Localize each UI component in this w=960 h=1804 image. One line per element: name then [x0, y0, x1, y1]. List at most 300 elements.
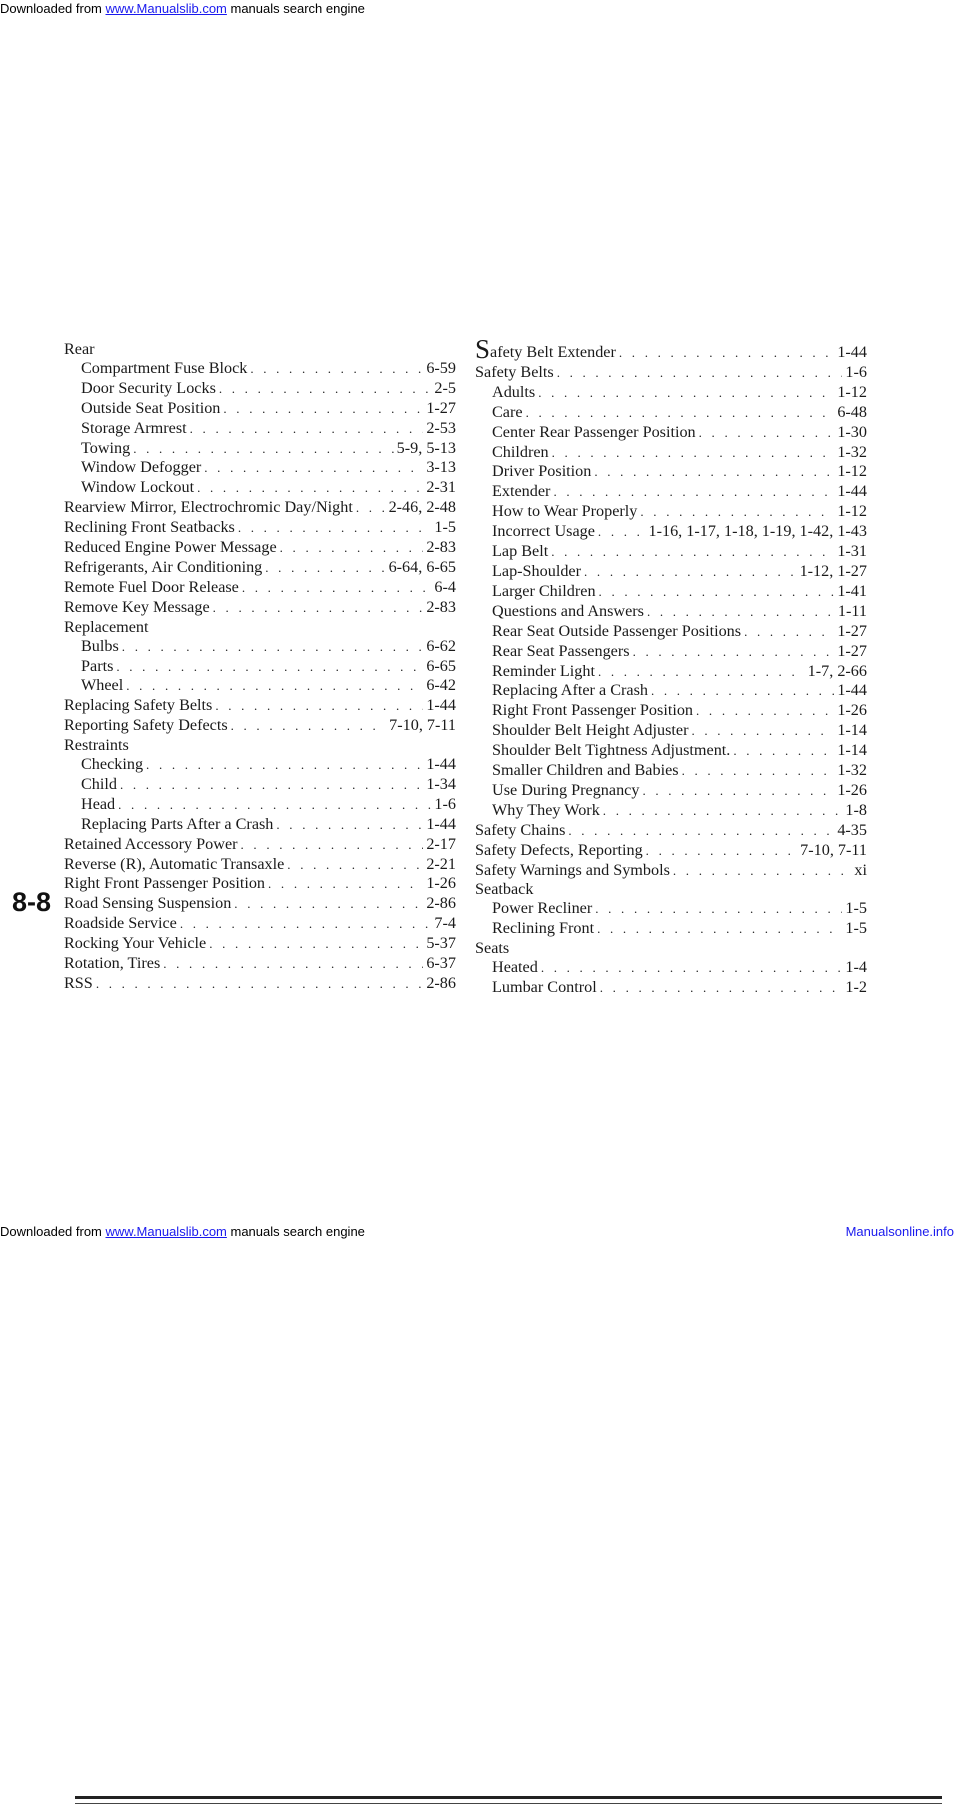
entry-label-text: How to Wear Properly [492, 502, 638, 521]
entry-label [64, 518, 235, 537]
dot-leader [197, 479, 423, 498]
index-entry [64, 538, 456, 558]
entry-page-ref: 1-16, 1-17, 1-18, 1-19, 1-42, 1-43 [648, 522, 867, 541]
entry-label-text: Use During Pregnancy [492, 780, 640, 799]
entry-label-text: Power Recliner [492, 899, 593, 918]
entry-page-ref: 1-14 [837, 741, 867, 760]
entry-label-text: Outside Seat Position [81, 398, 221, 417]
entry-label [64, 538, 277, 557]
entry-label-text: Lap-Shoulder [492, 561, 582, 580]
dot-leader [204, 459, 423, 478]
entry-label-text: Window Lockout [81, 478, 195, 497]
download-banner-top [0, 0, 960, 18]
entry-page-ref: 1-5 [845, 919, 867, 938]
entry-page-ref: 1-30 [837, 422, 867, 441]
index-entry [475, 334, 867, 364]
index-entry [64, 974, 456, 994]
index-subentry [64, 439, 456, 459]
footer-rule-thick [75, 1796, 942, 1799]
entry-label-text: Center Rear Passenger Position [492, 422, 696, 441]
entry-page-ref: 1-31 [837, 542, 867, 561]
entry-label [81, 676, 123, 695]
entry-label-text: Safety Chains [475, 820, 566, 839]
entry-label [475, 334, 616, 364]
entry-page-ref: 1-44 [426, 696, 456, 715]
dot-leader [213, 599, 424, 618]
entry-label-text: Reduced Engine Power Message [64, 538, 277, 557]
index-entry [64, 598, 456, 618]
entry-label [492, 482, 550, 501]
entry-page-ref: 1-41 [837, 581, 867, 600]
entry-label-text: Care [492, 402, 523, 421]
index-subentry [475, 919, 867, 939]
index-subentry [475, 502, 867, 522]
entry-label [492, 958, 538, 977]
dot-leader [594, 463, 834, 482]
entry-label-text: Rotation, Tires [64, 954, 161, 973]
entry-label [492, 761, 679, 780]
dot-leader [744, 623, 834, 642]
entry-page-ref: 1-4 [845, 958, 867, 977]
index-subentry [475, 562, 867, 582]
entry-page-ref: 1-44 [837, 482, 867, 501]
entry-label-text: Reminder Light [492, 661, 595, 680]
index-subentry [64, 458, 456, 478]
dot-leader [120, 776, 423, 795]
entry-page-ref: 1-27 [426, 398, 456, 417]
entry-page-ref: 7-10, 7-11 [389, 716, 456, 735]
dot-leader [541, 959, 843, 978]
dot-leader [646, 842, 797, 861]
entry-page-ref: 1-12 [837, 462, 867, 481]
entry-label-text: Rearview Mirror, Electrochromic Day/Night [64, 498, 353, 517]
index-subentry [475, 662, 867, 682]
dot-leader [215, 697, 423, 716]
index-heading: Seats [475, 939, 510, 958]
manualsonline-watermark[interactable]: Manualsonline.info [845, 1224, 954, 1239]
index-heading: Rear [64, 340, 95, 358]
entry-label-text: Safety Warnings and Symbols [475, 860, 670, 879]
entry-label-text: Bulbs [81, 636, 119, 655]
entry-page-ref: 6-48 [837, 402, 867, 421]
entry-label-text: Towing [81, 438, 131, 457]
entry-label [64, 598, 210, 617]
entry-label-text: Replacing After a Crash [492, 681, 648, 700]
dot-leader [603, 802, 843, 821]
dot-leader [682, 762, 835, 781]
entry-label-text: Extender [492, 482, 551, 501]
entry-page-ref: 1-27 [837, 621, 867, 640]
entry-label [64, 974, 93, 993]
entry-page-ref: 1-27 [837, 641, 867, 660]
dot-leader [96, 975, 424, 994]
dot-leader [673, 862, 852, 881]
index-subentry [475, 423, 867, 443]
entry-label-text: Reclining Front [492, 919, 595, 938]
index-entry [475, 363, 867, 383]
dot-leader [223, 400, 423, 419]
banner-suffix: manuals search engine [226, 1, 365, 16]
index-subentry [475, 443, 867, 463]
entry-page-ref: 2-5 [434, 378, 456, 397]
entry-label [64, 835, 238, 854]
entry-label [64, 578, 239, 597]
entry-page-ref: 2-53 [426, 418, 456, 437]
entry-label-text: Reverse (R), Automatic Transaxle [64, 854, 285, 873]
entry-page-ref: 6-65 [426, 656, 456, 675]
dot-leader [597, 920, 842, 939]
entry-page-ref: 1-5 [845, 899, 867, 918]
entry-page-ref: 1-34 [426, 774, 456, 793]
dot-leader [551, 543, 834, 562]
entry-page-ref: 1-12, 1-27 [799, 561, 867, 580]
manualslib-link[interactable]: www.Manualslib.com [105, 1224, 227, 1239]
entry-label [492, 522, 595, 541]
entry-page-ref: 5-9, 5-13 [396, 438, 456, 457]
entry-label-text: Roadside Service [64, 914, 177, 933]
banner-prefix: Downloaded from [0, 1224, 106, 1239]
index-subentry [64, 755, 456, 775]
entry-label-text: Safety Defects, Reporting [475, 840, 643, 859]
index-subentry [475, 741, 867, 761]
entry-label-text: Adults [492, 382, 536, 401]
entry-label-text: Head [81, 794, 116, 813]
index-subentry [475, 978, 867, 998]
entry-page-ref: 1-26 [837, 780, 867, 799]
index-subentry [64, 815, 456, 835]
index-subentry [475, 701, 867, 721]
entry-label [81, 439, 130, 458]
index-heading: Seatback [475, 880, 534, 899]
entry-label [492, 403, 523, 422]
entry-label [492, 662, 595, 681]
entry-label [492, 801, 600, 820]
entry-page-ref: 1-44 [426, 755, 456, 774]
entry-label-text: Road Sensing Suspension [64, 894, 232, 913]
dot-leader [599, 583, 835, 602]
entry-label [64, 696, 212, 715]
entry-label [492, 562, 581, 581]
index-subentry [475, 383, 867, 403]
index-subentry [64, 795, 456, 815]
entry-label [81, 657, 113, 676]
entry-label [64, 498, 353, 517]
entry-page-ref: 6-42 [426, 676, 456, 695]
index-subentry [475, 681, 867, 701]
entry-page-ref: 1-11 [837, 601, 867, 620]
index-subentry [64, 775, 456, 795]
entry-page-ref: 4-35 [837, 820, 867, 839]
entry-label-text: Right Front Passenger Position [492, 701, 694, 720]
entry-label-text: Reporting Safety Defects [64, 716, 228, 735]
index-entry [64, 716, 456, 736]
banner-suffix: manuals search engine [226, 1224, 365, 1239]
index-entry [64, 558, 456, 578]
entry-label-text: Compartment Fuse Block [81, 358, 248, 377]
entry-label [492, 462, 591, 481]
dot-leader [584, 563, 797, 582]
dot-leader [268, 875, 423, 894]
entry-label [81, 419, 187, 438]
entry-label [81, 379, 216, 398]
entry-label [81, 359, 247, 378]
index-entry [64, 578, 456, 598]
index-subentry [475, 781, 867, 801]
entry-label [492, 423, 696, 442]
dot-leader [209, 935, 423, 954]
dot-leader [287, 856, 423, 875]
entry-page-ref: 2-46, 2-48 [388, 498, 456, 517]
index-entry [475, 841, 867, 861]
entry-label [64, 558, 262, 577]
entry-label [492, 701, 693, 720]
entry-label-text: Child [81, 774, 117, 793]
index-subentry [475, 482, 867, 502]
entry-label-text: Incorrect Usage [492, 522, 595, 541]
entry-label-text: RSS [64, 974, 93, 992]
entry-label [81, 458, 201, 477]
entry-label [64, 954, 160, 973]
entry-label [492, 681, 648, 700]
entry-label [492, 602, 644, 621]
entry-label [475, 821, 565, 840]
index-entry [64, 954, 456, 974]
entry-label-text: Replacing Safety Belts [64, 696, 213, 715]
entry-page-ref: 6-59 [426, 358, 456, 377]
index-subentry [475, 542, 867, 562]
entry-label [492, 919, 594, 938]
dot-leader [276, 816, 423, 835]
entry-label-text: Questions and Answers [492, 601, 644, 620]
entry-label [81, 637, 119, 656]
entry-label-text: Remove Key Message [64, 597, 210, 616]
dot-leader [146, 756, 423, 775]
entry-page-ref: 2-83 [426, 538, 456, 557]
dot-leader [133, 440, 393, 459]
entry-label [492, 502, 637, 521]
dot-leader [633, 643, 835, 662]
dot-leader [557, 364, 843, 383]
dot-leader [219, 380, 432, 399]
entry-page-ref: 2-83 [426, 597, 456, 616]
dot-leader [265, 559, 385, 578]
index-entry [475, 821, 867, 841]
entry-page-ref: 1-32 [837, 442, 867, 461]
entry-label-text: Door Security Locks [81, 378, 216, 397]
entry-label-text: Retained Accessory Power [64, 834, 238, 853]
dot-leader [231, 717, 387, 736]
entry-label-text: Window Defogger [81, 458, 202, 477]
page-footer [0, 895, 960, 921]
entry-label [492, 443, 549, 462]
dot-leader [553, 483, 834, 502]
index-subentry [475, 522, 867, 542]
entry-page-ref: 1-44 [426, 814, 456, 833]
index-subentry [475, 462, 867, 482]
index-entry [64, 835, 456, 855]
entry-label-text: afety Belt Extender [490, 343, 616, 361]
entry-label-text: Remote Fuel Door Release [64, 577, 239, 596]
entry-label-text: Smaller Children and Babies [492, 761, 679, 780]
entry-page-ref: 1-14 [837, 721, 867, 740]
dot-leader [356, 499, 386, 518]
entry-label [492, 741, 730, 760]
entry-label-text: Shoulder Belt Height Adjuster [492, 721, 689, 740]
entry-label-text: Reclining Front Seatbacks [64, 518, 235, 537]
entry-label [81, 478, 194, 497]
index-subentry [475, 721, 867, 741]
index-subentry [64, 379, 456, 399]
entry-page-ref: 7-4 [434, 914, 456, 933]
entry-label [475, 841, 643, 860]
dot-leader [598, 663, 805, 682]
page-number: 8-8 [12, 886, 59, 918]
index-subentry [64, 478, 456, 498]
entry-label [492, 978, 597, 997]
dot-leader [118, 796, 431, 815]
dot-leader [238, 519, 432, 538]
entry-page-ref: 1-6 [845, 362, 867, 381]
entry-label-text: Rear Seat Outside Passenger Positions [492, 621, 742, 640]
index-subentry [475, 958, 867, 978]
dot-leader [250, 360, 423, 379]
entry-page-ref: 7-10, 7-11 [800, 840, 867, 859]
index-subentry [64, 399, 456, 419]
dot-leader [600, 979, 843, 998]
entry-label-text: Lap Belt [492, 542, 549, 561]
entry-page-ref: 1-44 [837, 343, 867, 361]
entry-label [81, 755, 143, 774]
index-subentry [475, 801, 867, 821]
entry-label-text: Safety Belts [475, 362, 554, 381]
entry-label [492, 721, 688, 740]
entry-label-text: Checking [81, 755, 144, 774]
dot-leader [538, 384, 834, 403]
manualslib-link[interactable]: www.Manualslib.com [105, 1, 227, 16]
entry-page-ref: 1-6 [434, 794, 456, 813]
dot-leader [526, 404, 835, 423]
entry-label [492, 383, 535, 402]
index-heading: Replacement [64, 617, 149, 636]
entry-page-ref: 6-64, 6-65 [388, 557, 456, 576]
index-subentry [64, 359, 456, 379]
entry-page-ref: 2-86 [426, 894, 456, 913]
entry-page-ref: 1-26 [426, 874, 456, 893]
entry-label-text: Parts [81, 656, 114, 675]
entry-label [64, 716, 228, 735]
entry-page-ref: 1-7, 2-66 [807, 661, 867, 680]
entry-page-ref: 2-17 [426, 834, 456, 853]
dot-leader [552, 444, 835, 463]
dot-leader [598, 523, 646, 542]
entry-label [492, 542, 548, 561]
entry-page-ref: xi [854, 860, 867, 879]
dot-leader [126, 677, 423, 696]
entry-label [475, 363, 554, 382]
entry-page-ref: 3-13 [426, 458, 456, 477]
dot-leader [647, 603, 835, 622]
entry-label-text: Driver Position [492, 462, 592, 481]
index-subentry [475, 582, 867, 602]
entry-label [64, 855, 284, 874]
index-entry [475, 861, 867, 881]
dot-leader [190, 420, 424, 439]
entry-page-ref: 5-37 [426, 934, 456, 953]
entry-page-ref: 1-32 [837, 761, 867, 780]
entry-page-ref: 6-4 [434, 577, 456, 596]
dot-leader [116, 658, 423, 677]
entry-label [64, 874, 265, 893]
download-banner-bottom [0, 1223, 960, 1241]
entry-label-text: Rear Seat Passengers [492, 641, 630, 660]
entry-label [492, 642, 630, 661]
entry-label-text: Storage Armrest [81, 418, 187, 437]
entry-page-ref: 1-2 [845, 978, 867, 996]
dot-leader [122, 638, 424, 657]
entry-label [81, 399, 220, 418]
index-subentry [64, 419, 456, 439]
index-entry [64, 696, 456, 716]
dot-leader [640, 503, 834, 522]
entry-page-ref: 1-8 [845, 800, 867, 819]
entry-page-ref: 2-86 [426, 974, 456, 992]
index-heading: Restraints [64, 736, 129, 755]
index-subentry [64, 637, 456, 657]
entry-label-text: Refrigerants, Air Conditioning [64, 557, 263, 576]
dot-leader [651, 682, 834, 701]
entry-label-text: Heated [492, 958, 538, 977]
index-entry [64, 855, 456, 875]
entry-page-ref: 1-44 [837, 681, 867, 700]
dot-leader [733, 742, 834, 761]
entry-label [475, 861, 670, 880]
entry-page-ref: 1-12 [837, 502, 867, 521]
dot-leader [699, 424, 835, 443]
entry-page-ref: 6-37 [426, 954, 456, 973]
entry-label-text: Lumbar Control [492, 978, 597, 996]
entry-page-ref: 2-31 [426, 478, 456, 497]
dot-leader [691, 722, 834, 741]
dot-leader [280, 539, 424, 558]
entry-label-text: Larger Children [492, 581, 596, 600]
entry-page-ref: 1-26 [837, 701, 867, 720]
index-entry [64, 498, 456, 518]
index-subentry [64, 676, 456, 696]
entry-label [81, 775, 117, 794]
index-entry [64, 874, 456, 894]
entry-label [81, 815, 273, 834]
dot-leader [642, 782, 834, 801]
entry-label [492, 781, 639, 800]
entry-label-text: Replacing Parts After a Crash [81, 814, 274, 833]
dot-leader [619, 344, 834, 363]
index-entry [64, 934, 456, 954]
entry-label [81, 795, 115, 814]
index-entry [64, 518, 456, 538]
dot-leader [242, 579, 432, 598]
entry-label [64, 934, 206, 953]
index-subentry [475, 761, 867, 781]
entry-label [492, 582, 596, 601]
entry-label-text: Why They Work [492, 800, 600, 819]
dot-leader [241, 836, 424, 855]
index-subentry [475, 642, 867, 662]
index-subentry [475, 403, 867, 423]
index-subentry [64, 657, 456, 677]
dot-leader [163, 955, 423, 974]
entry-page-ref: 1-5 [434, 518, 456, 537]
entry-label-text: Shoulder Belt Tightness Adjustment. [492, 741, 731, 760]
